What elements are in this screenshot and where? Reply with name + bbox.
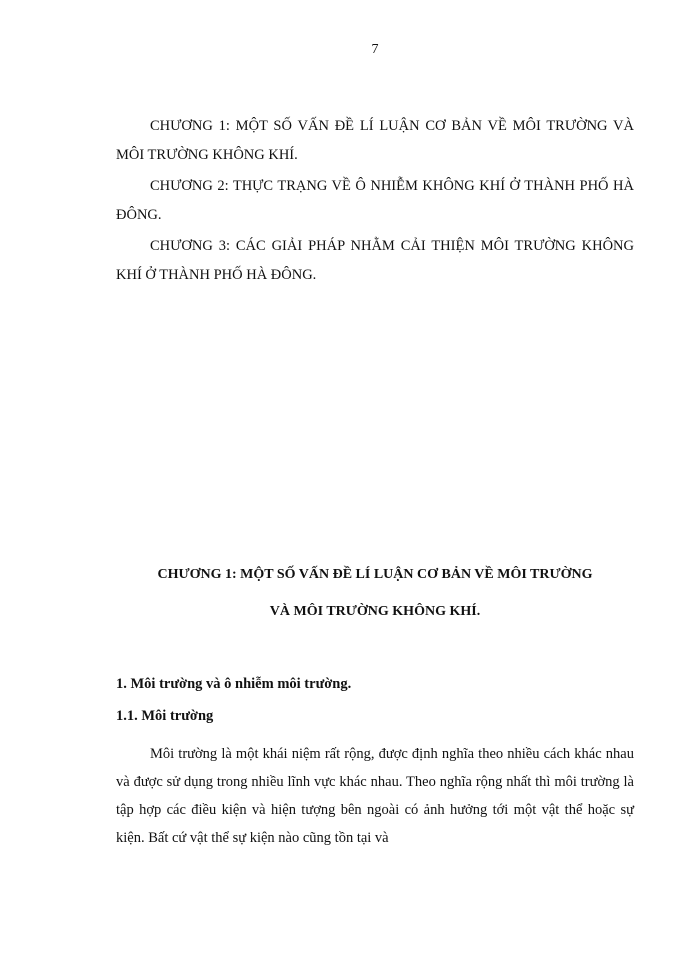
section-heading-1: 1. Môi trường và ô nhiễm môi trường. <box>116 676 352 692</box>
chapter-heading-line-1: CHƯƠNG 1: MỘT SỐ VẤN ĐỀ LÍ LUẬN CƠ BẢN VỀ MÔI TRƯỜNG <box>157 567 593 582</box>
subsection-heading-1-1: 1.1. Môi trường <box>116 708 214 724</box>
chapter-outline <box>116 112 634 292</box>
outline-item-chapter-1: CHƯƠNG 1: MỘT SỐ VẤN ĐỀ LÍ LUẬN CƠ BẢN VỀ MÔI TRƯỜNG VÀ MÔI TRƯỜNG KHÔNG KHÍ. <box>116 118 634 163</box>
chapter-heading <box>116 556 634 630</box>
chapter-heading-line-2: VÀ MÔI TRƯỜNG KHÔNG KHÍ. <box>269 604 481 619</box>
body-paragraph: Môi trường là một khái niệm rất rộng, được định nghĩa theo nhiều cách khác nhau và được sử dụng trong nhiều lĩnh vực khác nhau. Theo nghĩa rộng nhất thì môi trường là tập hợp các điều kiện và hiện tượng bên ngoài có ảnh hưởng tới một vật thể hoặc sự kiện. Bất cứ vật thể sự kiện nào cũng tồn tại và <box>116 746 634 846</box>
outline-item-chapter-3: CHƯƠNG 3: CÁC GIẢI PHÁP NHẰM CẢI THIỆN MÔI TRƯỜNG KHÔNG KHÍ Ở THÀNH PHỐ HÀ ĐÔNG. <box>116 238 634 283</box>
outline-item-chapter-2: CHƯƠNG 2: THỰC TRẠNG VỀ Ô NHIỄM KHÔNG KHÍ Ở THÀNH PHỐ HÀ ĐÔNG. <box>116 178 634 223</box>
page-number: 7 <box>371 42 379 57</box>
